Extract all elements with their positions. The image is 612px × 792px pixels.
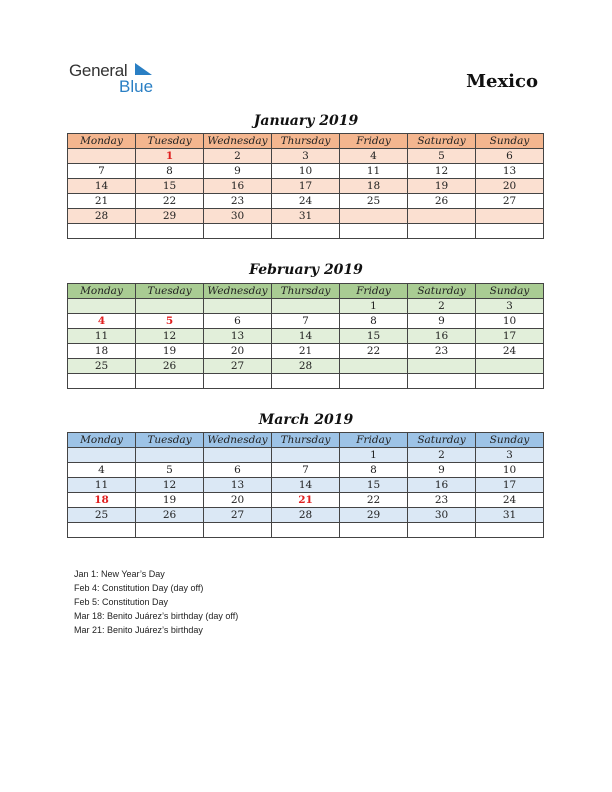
day-cell: 28	[272, 359, 340, 374]
day-cell: 23	[408, 493, 476, 508]
empty-day-cell	[68, 374, 136, 389]
day-cell: 7	[68, 164, 136, 179]
week-row	[68, 329, 544, 344]
holiday-note: Mar 21: Benito Juárez’s birthday	[74, 625, 203, 635]
calendar-body	[68, 448, 544, 538]
holiday-note: Feb 4: Constitution Day (day off)	[74, 583, 204, 593]
empty-day-cell	[272, 448, 340, 463]
day-cell: 18	[68, 493, 136, 508]
calendar-body	[68, 299, 544, 389]
calendar-body	[68, 149, 544, 239]
weekday-header: Saturday	[408, 433, 476, 448]
weekday-header: Monday	[68, 284, 136, 299]
weekday-header-row	[68, 134, 544, 149]
holiday-note: Mar 18: Benito Juárez’s birthday (day off)	[74, 611, 239, 621]
weekday-header: Tuesday	[136, 284, 204, 299]
day-cell: 10	[272, 164, 340, 179]
day-cell: 5	[136, 463, 204, 478]
weekday-header: Sunday	[476, 134, 544, 149]
day-cell: 25	[68, 359, 136, 374]
month-title-march: March 2019	[258, 412, 354, 428]
day-cell: 11	[340, 164, 408, 179]
holiday-note: Jan 1: New Year’s Day	[74, 569, 165, 579]
weekday-header: Monday	[68, 134, 136, 149]
empty-day-cell	[340, 359, 408, 374]
day-cell: 15	[136, 179, 204, 194]
week-row	[68, 299, 544, 314]
day-cell: 5	[408, 149, 476, 164]
day-cell: 1	[340, 299, 408, 314]
day-cell: 4	[68, 314, 136, 329]
day-cell: 5	[136, 314, 204, 329]
day-cell: 31	[272, 209, 340, 224]
day-cell: 20	[204, 344, 272, 359]
day-cell: 12	[408, 164, 476, 179]
empty-day-cell	[136, 523, 204, 538]
holiday-note: Feb 5: Constitution Day	[74, 597, 169, 607]
day-cell: 21	[272, 493, 340, 508]
day-cell: 24	[272, 194, 340, 209]
day-cell: 1	[340, 448, 408, 463]
empty-day-cell	[68, 523, 136, 538]
empty-day-cell	[136, 224, 204, 239]
day-cell: 14	[68, 179, 136, 194]
weekday-header: Friday	[340, 433, 408, 448]
empty-day-cell	[476, 374, 544, 389]
empty-day-cell	[408, 523, 476, 538]
day-cell: 18	[340, 179, 408, 194]
day-cell: 6	[204, 314, 272, 329]
day-cell: 21	[68, 194, 136, 209]
day-cell: 9	[408, 463, 476, 478]
empty-day-cell	[476, 359, 544, 374]
week-row	[68, 508, 544, 523]
day-cell: 11	[68, 329, 136, 344]
empty-day-cell	[136, 374, 204, 389]
week-row	[68, 164, 544, 179]
week-row	[68, 374, 544, 389]
day-cell: 14	[272, 329, 340, 344]
weekday-header-row	[68, 433, 544, 448]
day-cell: 9	[204, 164, 272, 179]
day-cell: 8	[340, 463, 408, 478]
day-cell: 16	[204, 179, 272, 194]
empty-day-cell	[204, 448, 272, 463]
day-cell: 21	[272, 344, 340, 359]
holiday-notes	[74, 567, 238, 637]
empty-day-cell	[68, 448, 136, 463]
weekday-header: Wednesday	[204, 433, 272, 448]
weekday-header-row	[68, 284, 544, 299]
day-cell: 14	[272, 478, 340, 493]
day-cell: 26	[408, 194, 476, 209]
empty-day-cell	[408, 374, 476, 389]
day-cell: 1	[136, 149, 204, 164]
day-cell: 13	[204, 478, 272, 493]
day-cell: 30	[204, 209, 272, 224]
day-cell: 25	[68, 508, 136, 523]
empty-day-cell	[272, 299, 340, 314]
day-cell: 17	[476, 478, 544, 493]
day-cell: 16	[408, 329, 476, 344]
day-cell: 9	[408, 314, 476, 329]
calendar-january	[67, 133, 544, 239]
week-row	[68, 179, 544, 194]
empty-day-cell	[408, 209, 476, 224]
day-cell: 22	[136, 194, 204, 209]
day-cell: 27	[476, 194, 544, 209]
weekday-header: Sunday	[476, 433, 544, 448]
day-cell: 31	[476, 508, 544, 523]
day-cell: 16	[408, 478, 476, 493]
empty-day-cell	[340, 374, 408, 389]
day-cell: 3	[476, 299, 544, 314]
empty-day-cell	[204, 374, 272, 389]
week-row	[68, 523, 544, 538]
empty-day-cell	[272, 224, 340, 239]
week-row	[68, 359, 544, 374]
calendar-february	[67, 283, 544, 389]
day-cell: 30	[408, 508, 476, 523]
empty-day-cell	[476, 224, 544, 239]
day-cell: 3	[272, 149, 340, 164]
empty-day-cell	[340, 209, 408, 224]
day-cell: 8	[340, 314, 408, 329]
day-cell: 26	[136, 508, 204, 523]
day-cell: 26	[136, 359, 204, 374]
logo-word-general: General	[69, 61, 128, 80]
week-row	[68, 493, 544, 508]
empty-day-cell	[340, 523, 408, 538]
day-cell: 28	[272, 508, 340, 523]
logo-word-blue: Blue	[119, 77, 154, 96]
day-cell: 4	[68, 463, 136, 478]
day-cell: 22	[340, 344, 408, 359]
empty-day-cell	[204, 224, 272, 239]
day-cell: 20	[476, 179, 544, 194]
month-title-january: January 2019	[253, 113, 359, 129]
empty-day-cell	[272, 374, 340, 389]
weekday-header: Friday	[340, 134, 408, 149]
week-row	[68, 209, 544, 224]
week-row	[68, 224, 544, 239]
weekday-header: Thursday	[272, 433, 340, 448]
day-cell: 24	[476, 493, 544, 508]
week-row	[68, 448, 544, 463]
country-name: Mexico	[466, 71, 538, 92]
day-cell: 15	[340, 478, 408, 493]
empty-day-cell	[204, 523, 272, 538]
weekday-header: Thursday	[272, 134, 340, 149]
triangle-flag-icon	[135, 63, 153, 77]
empty-day-cell	[68, 149, 136, 164]
empty-day-cell	[340, 224, 408, 239]
day-cell: 23	[408, 344, 476, 359]
day-cell: 7	[272, 314, 340, 329]
weekday-header: Saturday	[408, 284, 476, 299]
day-cell: 29	[340, 508, 408, 523]
day-cell: 25	[340, 194, 408, 209]
day-cell: 10	[476, 463, 544, 478]
day-cell: 3	[476, 448, 544, 463]
day-cell: 28	[68, 209, 136, 224]
week-row	[68, 149, 544, 164]
empty-day-cell	[68, 299, 136, 314]
weekday-header: Sunday	[476, 284, 544, 299]
logo	[69, 61, 154, 96]
empty-day-cell	[476, 209, 544, 224]
day-cell: 6	[476, 149, 544, 164]
day-cell: 6	[204, 463, 272, 478]
day-cell: 17	[476, 329, 544, 344]
day-cell: 19	[136, 493, 204, 508]
empty-day-cell	[136, 299, 204, 314]
day-cell: 13	[476, 164, 544, 179]
weekday-header: Wednesday	[204, 134, 272, 149]
day-cell: 4	[340, 149, 408, 164]
week-row	[68, 314, 544, 329]
day-cell: 7	[272, 463, 340, 478]
empty-day-cell	[68, 224, 136, 239]
day-cell: 27	[204, 359, 272, 374]
day-cell: 2	[408, 448, 476, 463]
day-cell: 8	[136, 164, 204, 179]
day-cell: 18	[68, 344, 136, 359]
week-row	[68, 194, 544, 209]
week-row	[68, 463, 544, 478]
day-cell: 10	[476, 314, 544, 329]
weekday-header: Thursday	[272, 284, 340, 299]
day-cell: 24	[476, 344, 544, 359]
weekday-header: Saturday	[408, 134, 476, 149]
empty-day-cell	[408, 359, 476, 374]
weekday-header: Tuesday	[136, 134, 204, 149]
empty-day-cell	[408, 224, 476, 239]
weekday-header: Friday	[340, 284, 408, 299]
day-cell: 2	[408, 299, 476, 314]
day-cell: 23	[204, 194, 272, 209]
week-row	[68, 344, 544, 359]
day-cell: 17	[272, 179, 340, 194]
day-cell: 12	[136, 329, 204, 344]
day-cell: 19	[136, 344, 204, 359]
empty-day-cell	[476, 523, 544, 538]
empty-day-cell	[204, 299, 272, 314]
weekday-header: Monday	[68, 433, 136, 448]
day-cell: 13	[204, 329, 272, 344]
day-cell: 22	[340, 493, 408, 508]
empty-day-cell	[136, 448, 204, 463]
month-title-february: February 2019	[249, 262, 363, 278]
day-cell: 27	[204, 508, 272, 523]
weekday-header: Tuesday	[136, 433, 204, 448]
weekday-header: Wednesday	[204, 284, 272, 299]
week-row	[68, 478, 544, 493]
calendar-march	[67, 432, 544, 538]
day-cell: 11	[68, 478, 136, 493]
empty-day-cell	[272, 523, 340, 538]
day-cell: 2	[204, 149, 272, 164]
day-cell: 15	[340, 329, 408, 344]
day-cell: 20	[204, 493, 272, 508]
day-cell: 12	[136, 478, 204, 493]
day-cell: 19	[408, 179, 476, 194]
day-cell: 29	[136, 209, 204, 224]
